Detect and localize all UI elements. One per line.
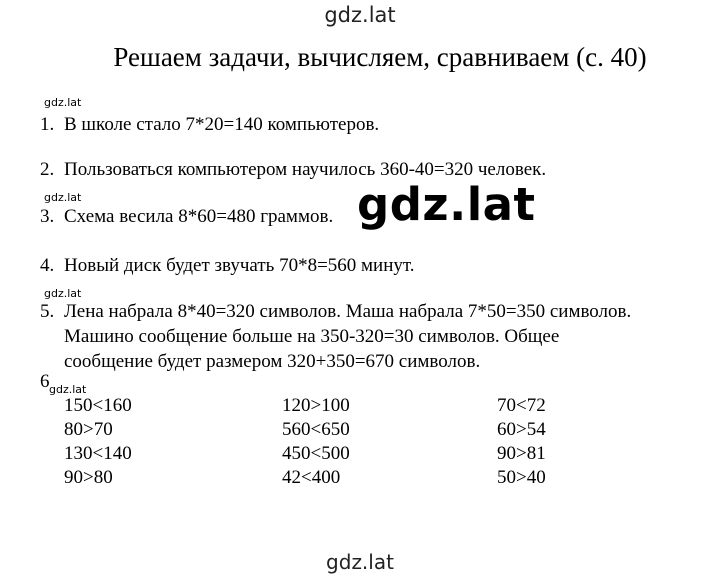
task-5 (40, 299, 631, 374)
watermark-bottom: gdz.lat (326, 550, 394, 574)
task-text: Новый диск будет звучать 70*8=560 минут. (64, 255, 415, 276)
task-text: Схема весила 8*60=480 граммов. (64, 206, 334, 227)
task-number: 1. (40, 114, 55, 135)
comparison-item: 150<160 (64, 395, 132, 416)
task-text: Пользоваться компьютером научилось 360-40=320 человек. (64, 159, 547, 180)
watermark-large: gdz.lat (357, 178, 536, 231)
watermark-small: gdz.lat (44, 287, 82, 300)
task-1 (40, 112, 379, 137)
watermark-small: gdz.lat (44, 191, 82, 204)
task-text-line: Лена набрала 8*40=320 символов. Маша набрала 7*50=350 символов. (64, 301, 632, 322)
task-3 (40, 204, 333, 229)
task-text-line: сообщение будет размером 320+350=670 символов. (64, 351, 481, 372)
comparison-item: 50>40 (497, 467, 546, 488)
comparison-item: 80>70 (64, 419, 113, 440)
task-text: В школе стало 7*20=140 компьютеров. (64, 114, 380, 135)
comparison-item: 90>80 (64, 467, 113, 488)
comparison-item: 130<140 (64, 443, 132, 464)
task-4 (40, 253, 415, 278)
watermark-small: gdz.lat (44, 96, 82, 109)
task-text-line: Машино сообщение больше на 350-320=30 символов. Общее (64, 326, 560, 347)
task-number: 5. (40, 301, 55, 322)
comparison-item: 450<500 (282, 443, 350, 464)
task-number: 2. (40, 159, 55, 180)
comparison-item: 560<650 (282, 419, 350, 440)
task-number: 4. (40, 255, 55, 276)
task-6-number: 6 (40, 371, 50, 392)
page-title: Решаем задачи, вычисляем, сравниваем (с. 40) (113, 42, 647, 72)
watermark-small: gdz.lat (49, 383, 87, 396)
comparison-item: 60>54 (497, 419, 546, 440)
task-number: 3. (40, 206, 55, 227)
comparison-item: 120>100 (282, 395, 350, 416)
comparison-item: 70<72 (497, 395, 546, 416)
comparison-item: 42<400 (282, 467, 341, 488)
watermark-top: gdz.lat (324, 3, 396, 27)
comparison-item: 90>81 (497, 443, 546, 464)
